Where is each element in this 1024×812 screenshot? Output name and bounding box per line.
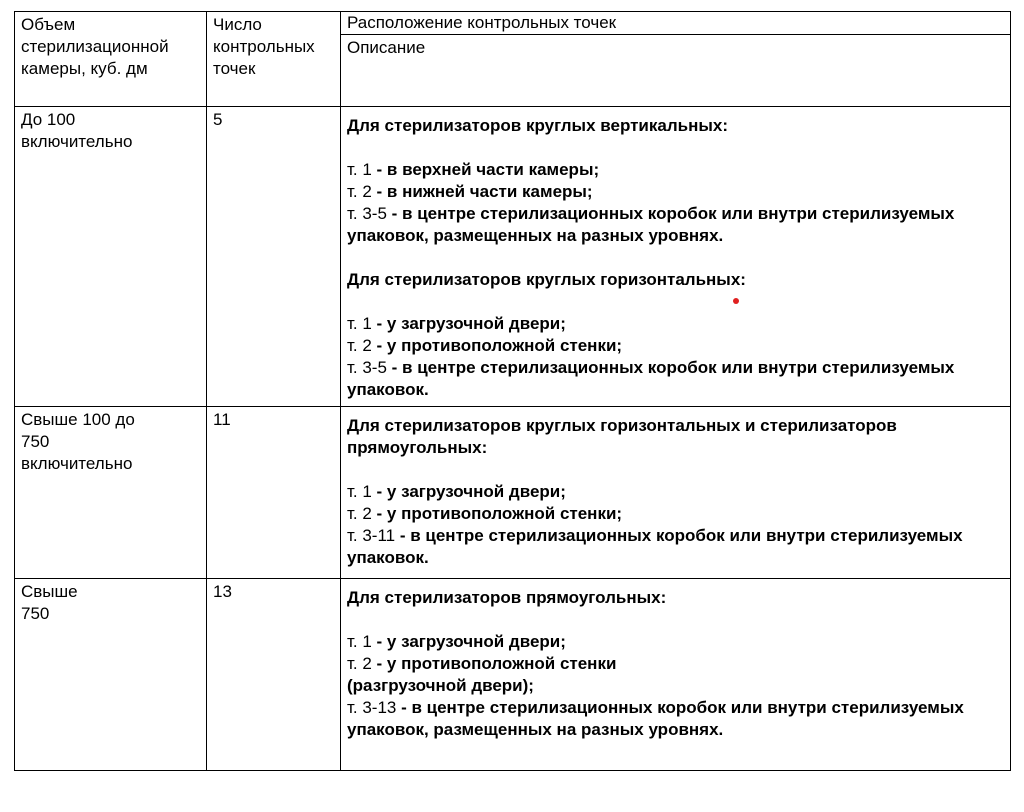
red-dot-marker	[733, 298, 739, 304]
volume-text: Свыше 100 до 750 включительно	[21, 410, 135, 473]
control-points-table	[14, 11, 1011, 771]
volume-cell	[15, 407, 207, 579]
header-description: Описание	[341, 35, 1011, 107]
point-line: т. 3-11 - в центре стерилизационных коробок или внутри стерилизуемых упаковок.	[347, 526, 963, 567]
points-cell: 5	[207, 107, 341, 407]
point-line: т. 2 - у противоположной стенки;	[347, 504, 623, 523]
point-line: т. 2 - у противоположной стенки (разгрузочной двери);	[347, 654, 617, 695]
point-line: т. 1 - у загрузочной двери;	[347, 314, 566, 333]
header-volume: Объем стерилизационной камеры, куб. дм	[15, 12, 207, 107]
description-cell	[341, 579, 1011, 771]
volume-text: До 100 включительно	[21, 110, 133, 151]
table-row	[15, 407, 1011, 579]
block-heading: Для стерилизаторов прямоугольных:	[347, 588, 667, 607]
volume-cell	[15, 107, 207, 407]
table-row	[15, 579, 1011, 771]
header-row	[15, 12, 1011, 35]
description-block	[347, 269, 1004, 401]
description-block	[347, 115, 1004, 247]
description-cell	[341, 107, 1011, 407]
volume-text: Свыше 750	[21, 582, 78, 623]
header-points: Число контрольных точек	[207, 12, 341, 107]
description-cell	[341, 407, 1011, 579]
point-line: т. 2 - в нижней части камеры;	[347, 182, 593, 201]
description-block	[347, 587, 1004, 741]
point-line: т. 1 - у загрузочной двери;	[347, 482, 566, 501]
description-block	[347, 415, 1004, 569]
point-line: т. 3-5 - в центре стерилизационных коробок или внутри стерилизуемых упаковок, размещенных на разных уровнях.	[347, 204, 955, 245]
header-location: Расположение контрольных точек	[341, 12, 1011, 35]
point-line: т. 3-5 - в центре стерилизационных коробок или внутри стерилизуемых упаковок.	[347, 358, 955, 399]
point-line: т. 2 - у противоположной стенки;	[347, 336, 623, 355]
point-line: т. 1 - у загрузочной двери;	[347, 632, 566, 651]
points-cell: 11	[207, 407, 341, 579]
table-row	[15, 107, 1011, 407]
volume-cell	[15, 579, 207, 771]
point-line: т. 1 - в верхней части камеры;	[347, 160, 600, 179]
block-heading: Для стерилизаторов круглых горизонтальных:	[347, 270, 746, 289]
block-heading: Для стерилизаторов круглых горизонтальных и стерилизаторов прямоугольных:	[347, 416, 897, 457]
block-heading: Для стерилизаторов круглых вертикальных:	[347, 116, 728, 135]
point-line: т. 3-13 - в центре стерилизационных коробок или внутри стерилизуемых упаковок, размещенных на разных уровнях.	[347, 698, 964, 739]
points-cell: 13	[207, 579, 341, 771]
